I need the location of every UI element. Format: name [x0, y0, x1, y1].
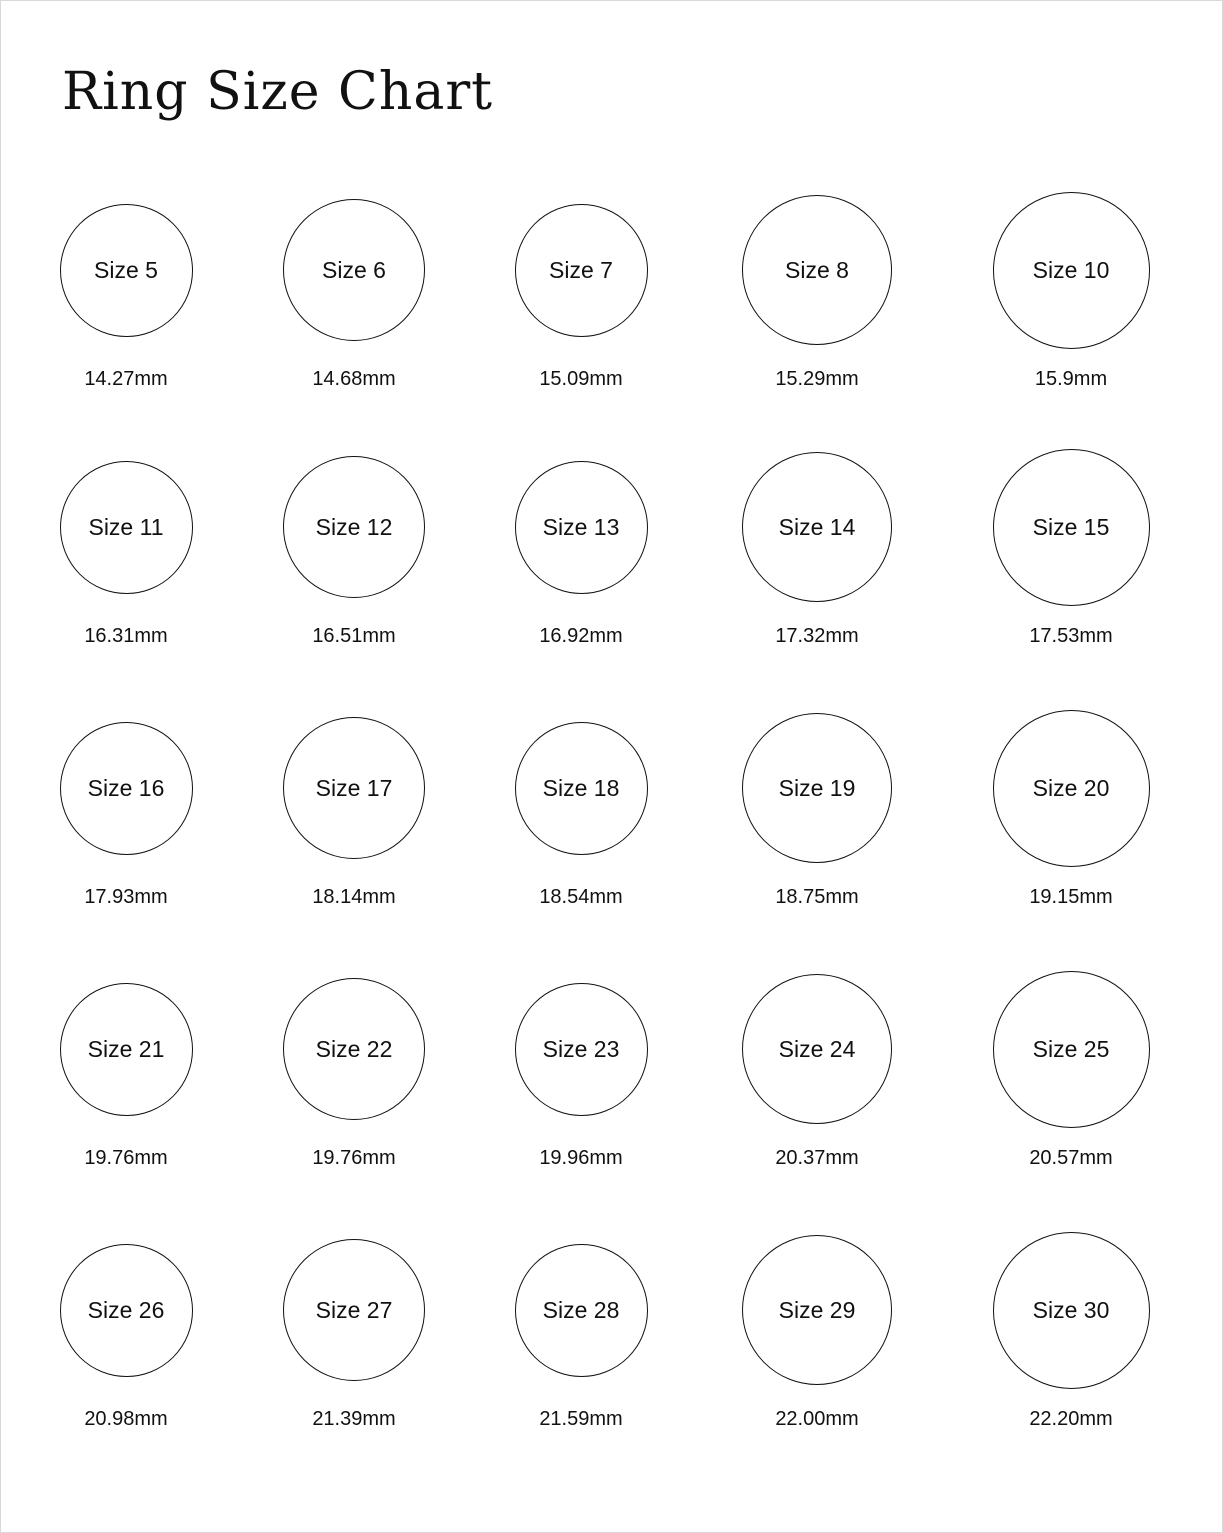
ring-size-label: Size 17 [315, 774, 393, 801]
ring-diameter-size-27: 21.39mm [312, 1408, 396, 1430]
ring-diameter-size-10: 15.9mm [1034, 368, 1108, 390]
ring-diameter-size-19: 18.75mm [775, 886, 859, 908]
ring-circle-size-20 [993, 710, 1150, 867]
ring-size-label: Size 12 [315, 513, 393, 540]
ring-size-label: Size 22 [315, 1035, 393, 1062]
ring-diameter-size-26: 20.98mm [84, 1408, 168, 1430]
ring-size-label: Size 13 [542, 513, 620, 540]
ring-size-label: Size 11 [88, 513, 164, 540]
ring-size-label: Size 15 [1032, 513, 1110, 540]
ring-circle-size-7 [515, 204, 648, 337]
ring-circle-size-28 [515, 1244, 648, 1377]
ring-size-label: Size 21 [87, 1035, 165, 1062]
ring-size-label: Size 14 [778, 513, 856, 540]
ring-size-label: Size 20 [1032, 774, 1110, 801]
ring-size-label: Size 25 [1032, 1035, 1110, 1062]
ring-circle-size-15 [993, 449, 1150, 606]
ring-circle-size-19 [742, 713, 892, 863]
ring-circle-size-21 [60, 983, 193, 1116]
ring-size-label: Size 28 [542, 1296, 620, 1323]
ring-circle-size-8 [742, 195, 892, 345]
ring-circle-size-18 [515, 722, 648, 855]
ring-circle-size-22 [283, 978, 425, 1120]
ring-circle-size-30 [993, 1232, 1150, 1389]
ring-size-label: Size 23 [542, 1035, 620, 1062]
ring-diameter-size-20: 19.15mm [1029, 886, 1113, 908]
ring-circle-size-12 [283, 456, 425, 598]
page-title: Ring Size Chart [62, 62, 494, 122]
ring-circle-size-14 [742, 452, 892, 602]
ring-diameter-size-23: 19.96mm [539, 1147, 623, 1169]
ring-size-label: Size 6 [322, 256, 386, 283]
ring-size-label: Size 16 [87, 774, 165, 801]
ring-diameter-size-7: 15.09mm [539, 368, 623, 390]
ring-diameter-size-17: 18.14mm [312, 886, 396, 908]
ring-circle-size-11 [60, 461, 193, 594]
ring-circle-size-27 [283, 1239, 425, 1381]
ring-size-label: Size 24 [778, 1035, 856, 1062]
ring-size-label: Size 7 [549, 256, 613, 283]
ring-diameter-size-30: 22.20mm [1029, 1408, 1113, 1430]
ring-size-label: Size 10 [1032, 256, 1110, 283]
ring-diameter-size-25: 20.57mm [1029, 1147, 1113, 1169]
ring-circle-size-17 [283, 717, 425, 859]
ring-diameter-size-13: 16.92mm [539, 625, 623, 647]
ring-diameter-size-5: 14.27mm [84, 368, 168, 390]
ring-circle-size-25 [993, 971, 1150, 1128]
ring-size-label: Size 18 [542, 774, 620, 801]
ring-size-label: Size 29 [778, 1296, 856, 1323]
ring-diameter-size-29: 22.00mm [775, 1408, 859, 1430]
ring-size-label: Size 30 [1032, 1296, 1110, 1323]
ring-diameter-size-14: 17.32mm [775, 625, 859, 647]
ring-circle-size-29 [742, 1235, 892, 1385]
ring-circle-size-10 [993, 192, 1150, 349]
ring-circle-size-13 [515, 461, 648, 594]
ring-circle-size-23 [515, 983, 648, 1116]
ring-diameter-size-12: 16.51mm [312, 625, 396, 647]
ring-circle-size-24 [742, 974, 892, 1124]
ring-circle-size-5 [60, 204, 193, 337]
ring-diameter-size-8: 15.29mm [775, 368, 859, 390]
ring-diameter-size-16: 17.93mm [84, 886, 168, 908]
ring-diameter-size-11: 16.31mm [84, 625, 168, 647]
ring-size-label: Size 5 [94, 256, 158, 283]
ring-diameter-size-15: 17.53mm [1029, 625, 1113, 647]
ring-size-label: Size 26 [87, 1296, 165, 1323]
ring-circle-size-26 [60, 1244, 193, 1377]
ring-diameter-size-22: 19.76mm [312, 1147, 396, 1169]
ring-circle-size-6 [283, 199, 425, 341]
ring-diameter-size-18: 18.54mm [539, 886, 623, 908]
ring-size-label: Size 27 [315, 1296, 393, 1323]
ring-diameter-size-21: 19.76mm [84, 1147, 168, 1169]
ring-diameter-size-28: 21.59mm [539, 1408, 623, 1430]
ring-diameter-size-6: 14.68mm [312, 368, 396, 390]
ring-size-label: Size 19 [778, 774, 856, 801]
ring-circle-size-16 [60, 722, 193, 855]
ring-diameter-size-24: 20.37mm [775, 1147, 859, 1169]
ring-size-label: Size 8 [785, 256, 849, 283]
